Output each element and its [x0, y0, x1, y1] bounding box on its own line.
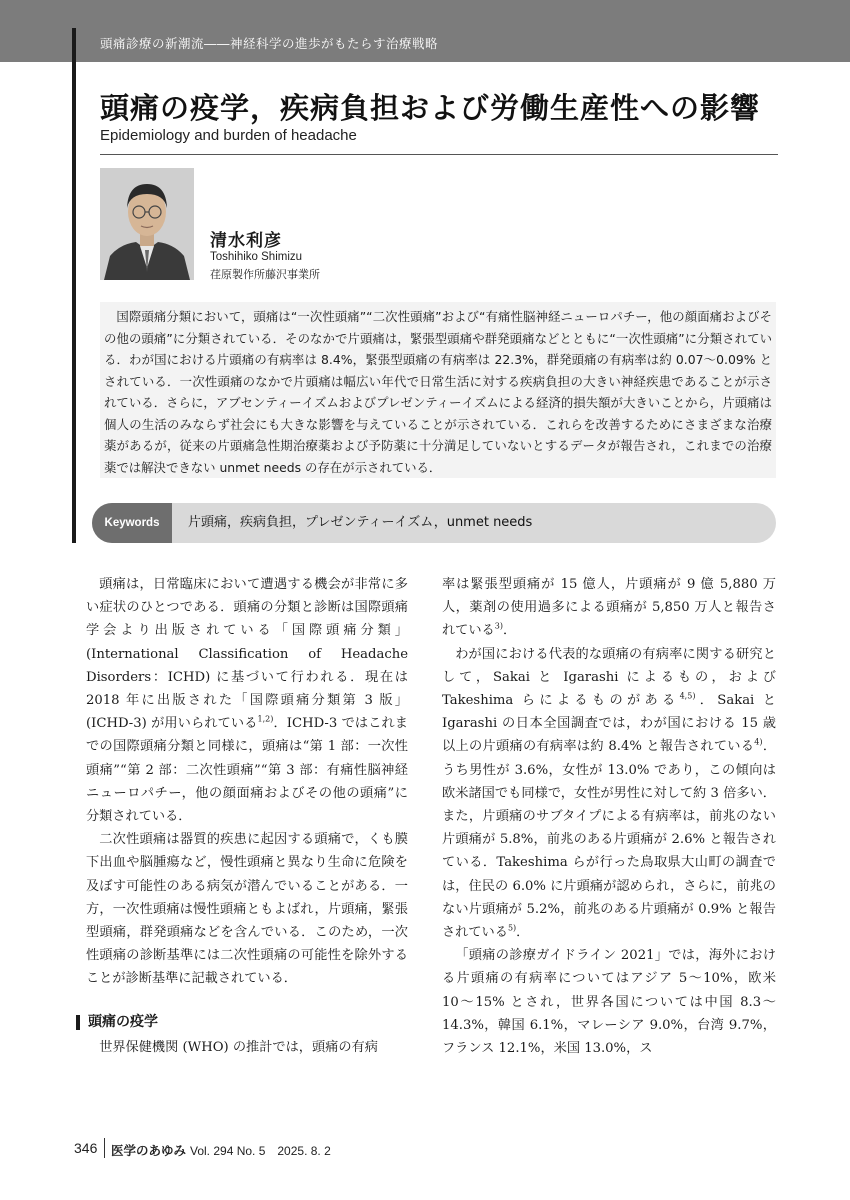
body-paragraph: 二次性頭痛は器質的疾患に起因する頭痛で，くも膜下出血や脳腫瘍など，慢性頭痛と異なり生命に危険を及ぼす可能性のある病気が潜んでいることがある．一方，一次性頭痛は慢性頭痛ともよばれ，片頭痛，緊張型頭痛，群発頭痛などを含んでいる．このため，一次性頭痛の診断基準には二次性頭痛の可能性を除外することが診断基準に記載されている． [86, 832, 408, 987]
keywords-label: Keywords [92, 503, 172, 543]
author-photo [100, 168, 194, 280]
body-paragraph: 世界保健機関 (WHO) の推計では，頭痛の有病 [99, 1039, 378, 1055]
body-paragraph: 頭痛は，日常臨床において遭遇する機会が非常に多い症状のひとつである．頭痛の分類と診断は国際頭痛学会より出版されている「国際頭痛分類」(International Classification of Headache Disorders：ICHD) に基づいて行われる．現在は 2018 年に出版された「国際頭痛分類第 3 版」(ICHD-3) が用いられている$^{1,2)}$．ICHD-3 ではこれまでの国際頭痛分類と同様に，頭痛は“第 1 部：一次性頭痛”“第 2 部：二次性頭痛”“第 3 部：有痛性脳神経ニューロパチー，他の顔面痛およびその他の頭痛”に分類されている． [86, 577, 408, 825]
citation: 1,2) [257, 714, 274, 724]
abstract-box [100, 302, 776, 478]
header-band [0, 0, 850, 62]
article-title: 頭痛の疫学，疾病負担および労働生産性への影響 [100, 91, 761, 125]
page-number: 346 [74, 1140, 98, 1156]
body-column-right [442, 573, 776, 1060]
left-accent-rule [72, 28, 76, 543]
body-column-left [86, 573, 408, 1059]
citation: 5) [507, 923, 517, 933]
section-heading [86, 1011, 408, 1034]
citation: 4) [754, 738, 763, 748]
author-affiliation: 荏原製作所藤沢事業所 [210, 268, 320, 281]
journal-name: 医学のあゆみ [111, 1143, 187, 1158]
keywords-text: 片頭痛，疾病負担，プレゼンティーイズム，unmet needs [188, 515, 533, 530]
body-paragraph: 率は緊張型頭痛が 15 億人，片頭痛が 9 億 5,880 万人，薬剤の使用過多による頭痛が 5,850 万人と報告されている$^{3)}$． [442, 577, 776, 639]
article-subtitle: Epidemiology and burden of headache [100, 127, 357, 144]
title-divider [100, 154, 778, 155]
author-name-roman: Toshihiko Shimizu [210, 251, 303, 263]
series-title: 頭痛診療の新潮流――神経科学の進歩がもたらす治療戦略 [100, 36, 439, 51]
citation: 4,5) [679, 691, 696, 701]
keywords-bar [92, 503, 776, 543]
abstract-text: 国際頭痛分類において，頭痛は“一次性頭痛”“二次性頭痛”および“有痛性脳神経ニューロパチー，他の顔面痛およびその他の頭痛”に分類されている．そのなかで片頭痛は，緊張型頭痛や群発頭痛などとともに“一次性頭痛”に分類されている．わが国における片頭痛の有病率は 8.4%，緊張型頭痛の有病率は 22.3%，群発頭痛の有病率は約 0.07〜0.09% とされている．一次性頭痛のなかで片頭痛は幅広い年代で日常生活に対する疾病負担の大きい神経疾患であることが示されている．さらに，アブセンティーイズムおよびプレゼンティーイズムによる経済的損失額が大きいことから，片頭痛は個人の生活のみならず社会にも大きな影響を与えていることが示されている．これらを改善するためにさまざまな治療薬があるが，従来の片頭痛急性期治療薬および予防薬に十分満足していないとするデータが報告され，これまでの治療薬では解決できない unmet needs の存在が示されている． [104, 309, 772, 475]
section-heading-text: 頭痛の疫学 [88, 1013, 158, 1030]
body-paragraph: わが国における代表的な頭痛の有病率に関する研究として，Sakai と Igarashi によるもの，および Takeshima らによるものがある$^{4,5)}$．Sakai と Igarashi の日本全国調査では，わが国における 15 歳以上の片頭痛の有病率は約 8.4% と報告されている$^{4)}$．うち男性が 3.6%，女性が 13.0% であり，この傾向は欧米諸国でも同様で，女性が男性に対して約 3 倍多い．また，片頭痛のサブタイプによる有病率は，前兆のない片頭痛が 5.8%，前兆のある片頭痛が 2.6% と報告されている．Takeshima らが行った鳥取県大山町の調査では，住民の 6.0% に片頭痛が認められ，さらに，前兆のない片頭痛が 5.2%，前兆のある片頭痛が 0.9% と報告されている$^{5)}$． [442, 646, 777, 941]
author-name: 清水利彦 [210, 231, 282, 251]
section-bar [76, 1015, 80, 1030]
body-paragraph: 「頭痛の診療ガイドライン 2021」では，海外における片頭痛の有病率についてはアジア 5〜10%，欧米 10〜15% とされ，世界各国については中国 8.3〜14.3%，韓国 6.1%，マレーシア 9.0%，台湾 9.7%，フランス 12.1%，米国 13.0%，ス [442, 948, 776, 1057]
footer-divider [104, 1138, 105, 1158]
journal-volume: Vol. 294 No. 5 2025. 8. 2 [190, 1144, 331, 1158]
citation: 3) [494, 622, 503, 632]
